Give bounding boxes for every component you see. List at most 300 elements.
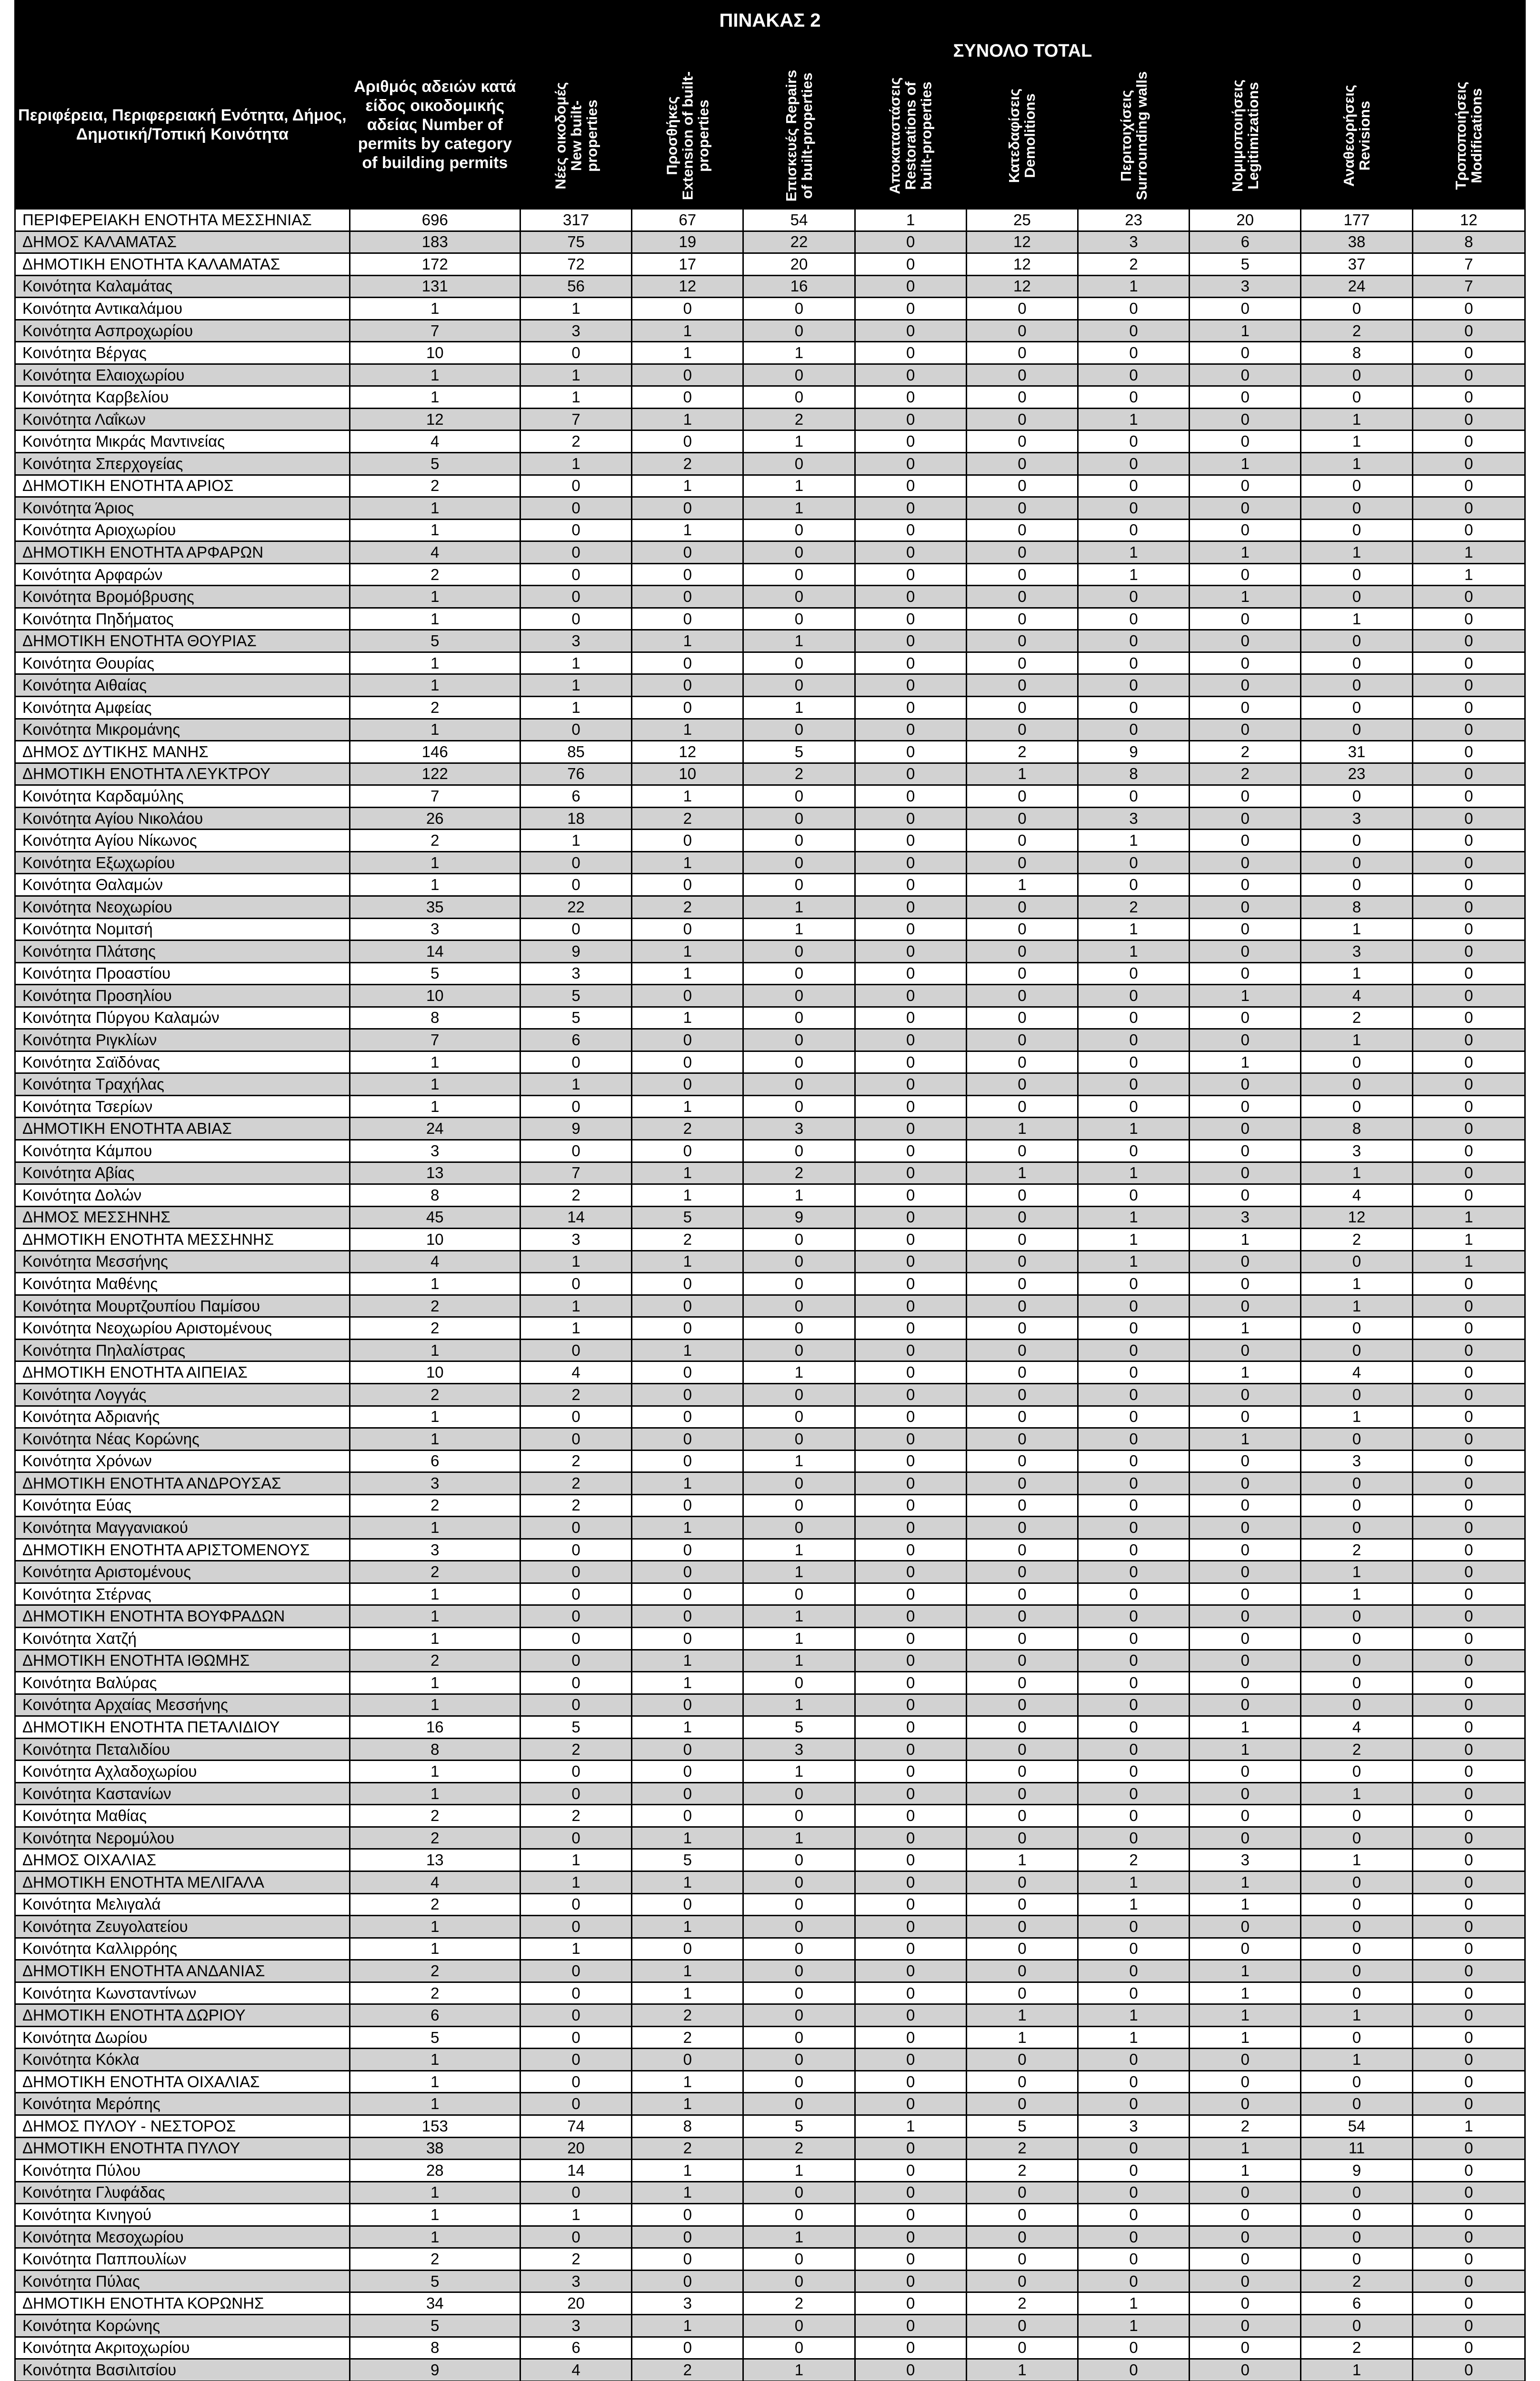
- category-value-cell: 23: [1078, 209, 1189, 231]
- category-value-cell: 0: [743, 2004, 855, 2027]
- category-value-cell: 0: [520, 2071, 631, 2093]
- column-header-new-buildings: Νέες οικοδομές New built-properties: [520, 62, 631, 209]
- category-value-cell: 0: [855, 1982, 966, 2004]
- category-value-cell: 0: [1190, 1539, 1301, 1561]
- category-value-cell: 1: [520, 697, 631, 719]
- area-name-cell: Κοινότητα Αριοχωρίου: [15, 519, 350, 541]
- category-value-cell: 0: [1078, 1140, 1189, 1162]
- table-body: [15, 209, 1525, 2381]
- permit-count-cell: 16: [350, 1716, 520, 1739]
- category-value-cell: 1: [1190, 1871, 1301, 1894]
- category-value-cell: 0: [520, 475, 631, 497]
- category-value-cell: 0: [520, 1517, 631, 1539]
- category-value-cell: 0: [1078, 1738, 1189, 1761]
- category-value-cell: 0: [1078, 719, 1189, 741]
- category-value-cell: 0: [520, 2226, 631, 2248]
- category-value-cell: 0: [1190, 1583, 1301, 1605]
- category-value-cell: 0: [855, 231, 966, 253]
- category-value-cell: 1: [1301, 1561, 1412, 1583]
- category-value-cell: 0: [1190, 1450, 1301, 1472]
- column-header-restorations: Αποκαταστάσεις Restorations of built-properties: [855, 62, 966, 209]
- category-value-cell: 1: [1190, 2160, 1301, 2182]
- category-value-cell: 1: [855, 209, 966, 231]
- category-value-cell: 0: [966, 2071, 1078, 2093]
- area-name-cell: Κοινότητα Αγίου Νίκωνος: [15, 830, 350, 852]
- category-value-cell: 0: [743, 851, 855, 874]
- table-row: [15, 1960, 1525, 1982]
- category-value-cell: 0: [520, 918, 631, 940]
- permit-count-cell: 7: [350, 320, 520, 342]
- category-value-cell: 0: [855, 1295, 966, 1317]
- category-value-cell: 0: [855, 342, 966, 364]
- category-value-cell: 1: [520, 1849, 631, 1871]
- permit-count-cell: 1: [350, 2181, 520, 2204]
- table-row: [15, 1517, 1525, 1539]
- category-value-cell: 0: [1412, 1650, 1525, 1672]
- category-value-cell: 0: [743, 1916, 855, 1938]
- category-value-cell: 0: [1301, 1938, 1412, 1960]
- category-value-cell: 0: [855, 541, 966, 564]
- table-row: [15, 2204, 1525, 2226]
- category-value-cell: 0: [966, 1273, 1078, 1295]
- category-value-cell: 1: [632, 1960, 743, 1982]
- category-value-cell: 0: [855, 563, 966, 586]
- category-value-cell: 2: [632, 1229, 743, 1251]
- category-value-cell: 0: [1190, 364, 1301, 386]
- category-value-cell: 0: [966, 1539, 1078, 1561]
- category-value-cell: 0: [1078, 1827, 1189, 1849]
- category-value-cell: 1: [743, 1761, 855, 1783]
- category-value-cell: 0: [1078, 1361, 1189, 1384]
- category-value-cell: 1: [520, 386, 631, 409]
- area-name-cell: Κοινότητα Δωρίου: [15, 2026, 350, 2049]
- category-value-cell: 0: [1301, 2204, 1412, 2226]
- area-name-cell: Κοινότητα Νεοχωρίου: [15, 896, 350, 918]
- permit-count-cell: 5: [350, 962, 520, 985]
- area-name-cell: ΔΗΜΟΤΙΚΗ ΕΝΟΤΗΤΑ ΛΕΥΚΤΡΟΥ: [15, 763, 350, 785]
- category-value-cell: 0: [1412, 2337, 1525, 2359]
- category-value-cell: 1: [1078, 2314, 1189, 2337]
- table-row: [15, 874, 1525, 896]
- category-value-cell: 0: [520, 1539, 631, 1561]
- category-value-cell: 0: [966, 1916, 1078, 1938]
- category-value-cell: 0: [743, 2093, 855, 2115]
- permit-count-cell: 2: [350, 2248, 520, 2271]
- category-value-cell: 0: [1412, 1339, 1525, 1361]
- category-value-cell: 10: [632, 763, 743, 785]
- permit-count-cell: 1: [350, 586, 520, 608]
- category-value-cell: 2: [966, 741, 1078, 763]
- area-name-cell: Κοινότητα Αριστομένους: [15, 1561, 350, 1583]
- category-value-cell: 1: [520, 1251, 631, 1273]
- category-value-cell: 0: [855, 1206, 966, 1229]
- category-value-cell: 0: [1078, 1782, 1189, 1805]
- permit-count-cell: 1: [350, 2226, 520, 2248]
- category-value-cell: 0: [743, 1871, 855, 1894]
- category-value-cell: 0: [855, 674, 966, 697]
- category-value-cell: 12: [966, 231, 1078, 253]
- category-value-cell: 0: [1078, 1716, 1189, 1739]
- permit-count-cell: 24: [350, 1118, 520, 1140]
- category-value-cell: 0: [966, 1184, 1078, 1207]
- area-name-cell: Κοινότητα Νεοχωρίου Αριστομένους: [15, 1317, 350, 1340]
- category-value-cell: 2: [1190, 763, 1301, 785]
- category-value-cell: 0: [855, 608, 966, 630]
- category-value-cell: 0: [743, 674, 855, 697]
- column-header-extensions: Προσθήκες Extension of built-properties: [632, 62, 743, 209]
- category-value-cell: 1: [520, 1317, 631, 1340]
- permit-count-cell: 34: [350, 2292, 520, 2315]
- category-value-cell: 0: [743, 608, 855, 630]
- category-value-cell: 0: [1301, 586, 1412, 608]
- category-value-cell: 0: [632, 1738, 743, 1761]
- category-value-cell: 0: [632, 1029, 743, 1051]
- category-value-cell: 0: [966, 719, 1078, 741]
- category-value-cell: 0: [743, 807, 855, 830]
- category-value-cell: 0: [1078, 2248, 1189, 2271]
- area-name-cell: Κοινότητα Κορώνης: [15, 2314, 350, 2337]
- category-value-cell: 0: [743, 1251, 855, 1273]
- category-value-cell: 0: [1412, 2270, 1525, 2292]
- category-value-cell: 12: [966, 253, 1078, 276]
- category-value-cell: 0: [966, 962, 1078, 985]
- category-value-cell: 0: [966, 940, 1078, 963]
- category-value-cell: 1: [743, 1694, 855, 1716]
- area-name-cell: Κοινότητα Βαλύρας: [15, 1672, 350, 1694]
- category-value-cell: 0: [743, 2337, 855, 2359]
- category-value-cell: 0: [1190, 2226, 1301, 2248]
- category-value-cell: 1: [1190, 1893, 1301, 1916]
- category-value-cell: 1: [1078, 940, 1189, 963]
- category-value-cell: 1: [743, 1827, 855, 1849]
- category-value-cell: 1: [632, 1517, 743, 1539]
- category-value-cell: 0: [855, 830, 966, 852]
- category-value-cell: 9: [520, 1118, 631, 1140]
- category-value-cell: 0: [855, 253, 966, 276]
- category-value-cell: 0: [1078, 430, 1189, 453]
- category-value-cell: 0: [1412, 408, 1525, 430]
- column-header-modifications: Τροποποιήσεις Modifications: [1412, 62, 1525, 209]
- area-name-cell: Κοινότητα Μικρομάνης: [15, 719, 350, 741]
- category-value-cell: 0: [632, 1383, 743, 1406]
- category-value-cell: 8: [1078, 763, 1189, 785]
- category-value-cell: 1: [743, 2359, 855, 2381]
- category-value-cell: 2: [743, 2292, 855, 2315]
- category-value-cell: 1: [632, 1339, 743, 1361]
- category-value-cell: 2: [1301, 1539, 1412, 1561]
- category-value-cell: 0: [1412, 918, 1525, 940]
- category-value-cell: 0: [855, 1605, 966, 1628]
- table-row: [15, 1494, 1525, 1517]
- category-value-cell: 19: [632, 231, 743, 253]
- permit-count-cell: 35: [350, 896, 520, 918]
- table-row: [15, 519, 1525, 541]
- permit-count-cell: 10: [350, 985, 520, 1007]
- category-value-cell: 2: [1078, 896, 1189, 918]
- category-value-cell: 9: [1301, 2160, 1412, 2182]
- area-name-cell: Κοινότητα Καστανίων: [15, 1782, 350, 1805]
- category-value-cell: 0: [855, 430, 966, 453]
- category-value-cell: 0: [966, 1871, 1078, 1894]
- category-value-cell: 0: [1078, 1517, 1189, 1539]
- category-value-cell: 0: [1301, 630, 1412, 652]
- category-value-cell: 0: [743, 1317, 855, 1340]
- category-value-cell: 2: [520, 1738, 631, 1761]
- category-value-cell: 0: [520, 1916, 631, 1938]
- category-value-cell: 0: [520, 1893, 631, 1916]
- area-name-cell: Κοινότητα Κινηγού: [15, 2204, 350, 2226]
- category-value-cell: 0: [632, 1273, 743, 1295]
- category-value-cell: 0: [1190, 1782, 1301, 1805]
- category-value-cell: 0: [855, 1007, 966, 1029]
- category-value-cell: 0: [1412, 719, 1525, 741]
- category-value-cell: 0: [1190, 1140, 1301, 1162]
- category-value-cell: 0: [855, 320, 966, 342]
- category-value-cell: 0: [855, 1361, 966, 1384]
- category-value-cell: 0: [632, 1938, 743, 1960]
- category-value-cell: 0: [1190, 563, 1301, 586]
- category-value-cell: 0: [1078, 697, 1189, 719]
- category-value-cell: 0: [632, 1539, 743, 1561]
- table-row: [15, 1782, 1525, 1805]
- category-value-cell: 2: [632, 2026, 743, 2049]
- category-value-cell: 0: [966, 918, 1078, 940]
- table-row: [15, 608, 1525, 630]
- column-header-surrounding-walls: Περιτοιχίσεις Surrounding walls: [1078, 62, 1189, 209]
- category-value-cell: 0: [966, 563, 1078, 586]
- category-value-cell: 0: [966, 2248, 1078, 2271]
- table-row: [15, 630, 1525, 652]
- category-value-cell: 85: [520, 741, 631, 763]
- category-value-cell: 1: [520, 2204, 631, 2226]
- category-value-cell: 0: [632, 830, 743, 852]
- category-value-cell: 1: [966, 1162, 1078, 1184]
- category-value-cell: 0: [855, 1539, 966, 1561]
- category-value-cell: 0: [1412, 1317, 1525, 1340]
- category-value-cell: 0: [855, 1738, 966, 1761]
- category-value-cell: 1: [632, 785, 743, 808]
- area-name-cell: Κοινότητα Ζευγολατείου: [15, 1916, 350, 1938]
- category-value-cell: 1: [632, 1916, 743, 1938]
- category-value-cell: 2: [520, 1805, 631, 1827]
- category-value-cell: 0: [1412, 586, 1525, 608]
- table-row: [15, 1650, 1525, 1672]
- category-value-cell: 1: [520, 453, 631, 475]
- area-name-cell: Κοινότητα Ακριτοχωρίου: [15, 2337, 350, 2359]
- permit-count-cell: 1: [350, 497, 520, 520]
- category-value-cell: 0: [1190, 1694, 1301, 1716]
- category-value-cell: 6: [1301, 2292, 1412, 2315]
- category-value-cell: 0: [743, 1893, 855, 1916]
- category-value-cell: 0: [855, 2337, 966, 2359]
- category-value-cell: 67: [632, 209, 743, 231]
- category-value-cell: 0: [520, 719, 631, 741]
- category-value-cell: 20: [743, 253, 855, 276]
- category-value-cell: 0: [632, 563, 743, 586]
- category-value-cell: 0: [966, 807, 1078, 830]
- category-value-cell: 0: [1412, 851, 1525, 874]
- category-value-cell: 0: [966, 1251, 1078, 1273]
- permit-count-cell: 2: [350, 1960, 520, 1982]
- category-value-cell: 0: [1412, 962, 1525, 985]
- permit-count-cell: 2: [350, 475, 520, 497]
- category-value-cell: 0: [966, 1738, 1078, 1761]
- category-value-cell: 0: [632, 1583, 743, 1605]
- category-value-cell: 0: [855, 1051, 966, 1073]
- table-row: [15, 1561, 1525, 1583]
- category-value-cell: 0: [743, 1672, 855, 1694]
- category-value-cell: 0: [1412, 608, 1525, 630]
- category-value-cell: 5: [743, 2115, 855, 2138]
- category-value-cell: 20: [520, 2137, 631, 2160]
- category-value-cell: 2: [743, 2137, 855, 2160]
- category-value-cell: 0: [1078, 1095, 1189, 1118]
- category-value-cell: 1: [632, 1672, 743, 1694]
- category-value-cell: 0: [1412, 1716, 1525, 1739]
- permit-count-cell: 12: [350, 408, 520, 430]
- area-name-cell: Κοινότητα Καρβελίου: [15, 386, 350, 409]
- category-value-cell: 0: [1412, 2226, 1525, 2248]
- category-value-cell: 0: [1412, 2204, 1525, 2226]
- permit-count-cell: 1: [350, 1095, 520, 1118]
- category-value-cell: 1: [1190, 541, 1301, 564]
- permit-count-cell: 153: [350, 2115, 520, 2138]
- category-value-cell: 0: [1078, 1295, 1189, 1317]
- category-value-cell: 0: [632, 1406, 743, 1428]
- table-row: [15, 1583, 1525, 1605]
- category-value-cell: 0: [1412, 940, 1525, 963]
- permit-count-cell: 1: [350, 1406, 520, 1428]
- category-value-cell: 0: [743, 2314, 855, 2337]
- table-row: [15, 1871, 1525, 1894]
- category-value-cell: 0: [1301, 1605, 1412, 1628]
- category-value-cell: 0: [1078, 1916, 1189, 1938]
- category-value-cell: 0: [1412, 1893, 1525, 1916]
- category-value-cell: 0: [1412, 1428, 1525, 1451]
- permit-count-cell: 1: [350, 386, 520, 409]
- category-value-cell: 0: [520, 851, 631, 874]
- category-value-cell: 0: [966, 1051, 1078, 1073]
- category-value-cell: 0: [632, 1051, 743, 1073]
- area-name-cell: Κοινότητα Χατζή: [15, 1628, 350, 1650]
- category-value-cell: 1: [1078, 1251, 1189, 1273]
- category-value-cell: 0: [1078, 453, 1189, 475]
- category-value-cell: 3: [1190, 1206, 1301, 1229]
- category-value-cell: 1: [1078, 1206, 1189, 1229]
- category-value-cell: 0: [1412, 298, 1525, 320]
- category-value-cell: 6: [520, 1029, 631, 1051]
- category-value-cell: 2: [1190, 741, 1301, 763]
- area-name-cell: Κοινότητα Ασπροχωρίου: [15, 320, 350, 342]
- category-value-cell: 0: [855, 453, 966, 475]
- category-value-cell: 0: [632, 2226, 743, 2248]
- category-value-cell: 2: [1301, 2337, 1412, 2359]
- area-name-cell: Κοινότητα Λογγάς: [15, 1383, 350, 1406]
- category-value-cell: 0: [1078, 674, 1189, 697]
- total-group-header: ΣΥΝΟΛΟ TOTAL: [520, 40, 1525, 62]
- category-value-cell: 0: [1190, 1118, 1301, 1140]
- table-row: [15, 253, 1525, 276]
- category-value-cell: 0: [520, 1095, 631, 1118]
- permit-count-cell: 1: [350, 1628, 520, 1650]
- category-value-cell: 0: [1412, 1761, 1525, 1783]
- category-value-cell: 0: [1301, 1672, 1412, 1694]
- category-value-cell: 0: [1412, 2292, 1525, 2315]
- category-value-cell: 1: [1301, 2004, 1412, 2027]
- table-row: [15, 209, 1525, 231]
- category-value-cell: 0: [1190, 386, 1301, 409]
- category-value-cell: 12: [966, 275, 1078, 298]
- table-row: [15, 2049, 1525, 2071]
- category-value-cell: 0: [520, 1339, 631, 1361]
- permit-count-cell: 1: [350, 1605, 520, 1628]
- category-value-cell: 0: [632, 874, 743, 896]
- category-value-cell: 0: [966, 1761, 1078, 1783]
- category-value-cell: 0: [1301, 2181, 1412, 2204]
- category-value-cell: 0: [1078, 874, 1189, 896]
- category-value-cell: 0: [1190, 519, 1301, 541]
- category-value-cell: 1: [632, 1007, 743, 1029]
- category-value-cell: 0: [855, 1095, 966, 1118]
- category-value-cell: 0: [855, 785, 966, 808]
- category-value-cell: 0: [743, 586, 855, 608]
- permit-count-cell: 2: [350, 1317, 520, 1340]
- category-value-cell: 0: [1412, 1982, 1525, 2004]
- category-value-cell: 0: [1412, 1561, 1525, 1583]
- category-value-cell: 6: [520, 785, 631, 808]
- category-value-cell: 177: [1301, 209, 1412, 231]
- category-value-cell: 1: [1301, 2359, 1412, 2381]
- category-value-cell: 0: [1412, 1450, 1525, 1472]
- category-value-cell: 0: [1078, 1406, 1189, 1428]
- category-value-cell: 0: [855, 2270, 966, 2292]
- table-row: [15, 719, 1525, 741]
- category-value-cell: 3: [520, 630, 631, 652]
- table-row: [15, 985, 1525, 1007]
- category-value-cell: 0: [1301, 1339, 1412, 1361]
- area-name-cell: Κοινότητα Αρφαρών: [15, 563, 350, 586]
- category-value-cell: 0: [966, 1893, 1078, 1916]
- category-value-cell: 0: [743, 1782, 855, 1805]
- category-value-cell: 0: [1412, 1406, 1525, 1428]
- category-value-cell: 0: [1412, 453, 1525, 475]
- category-value-cell: 0: [1190, 652, 1301, 674]
- category-value-cell: 0: [855, 851, 966, 874]
- permit-count-cell: 2: [350, 1805, 520, 1827]
- table-row: [15, 563, 1525, 586]
- permit-count-cell: 1: [350, 652, 520, 674]
- category-value-cell: 74: [520, 2115, 631, 2138]
- table-row: [15, 298, 1525, 320]
- category-value-cell: 0: [743, 1339, 855, 1361]
- category-value-cell: 0: [1412, 630, 1525, 652]
- category-value-cell: 2: [743, 1162, 855, 1184]
- category-value-cell: 0: [1190, 1184, 1301, 1207]
- category-value-cell: 0: [1412, 1628, 1525, 1650]
- category-value-cell: 0: [743, 386, 855, 409]
- table-row: [15, 541, 1525, 564]
- category-value-cell: 1: [1301, 1782, 1412, 1805]
- category-value-cell: 0: [1190, 1938, 1301, 1960]
- category-value-cell: 317: [520, 209, 631, 231]
- category-value-cell: 0: [855, 1184, 966, 1207]
- category-value-cell: 0: [966, 896, 1078, 918]
- category-value-cell: 0: [855, 2093, 966, 2115]
- permit-count-cell: 5: [350, 2026, 520, 2049]
- category-value-cell: 0: [1301, 2093, 1412, 2115]
- category-value-cell: 0: [1078, 1960, 1189, 1982]
- category-value-cell: 0: [855, 741, 966, 763]
